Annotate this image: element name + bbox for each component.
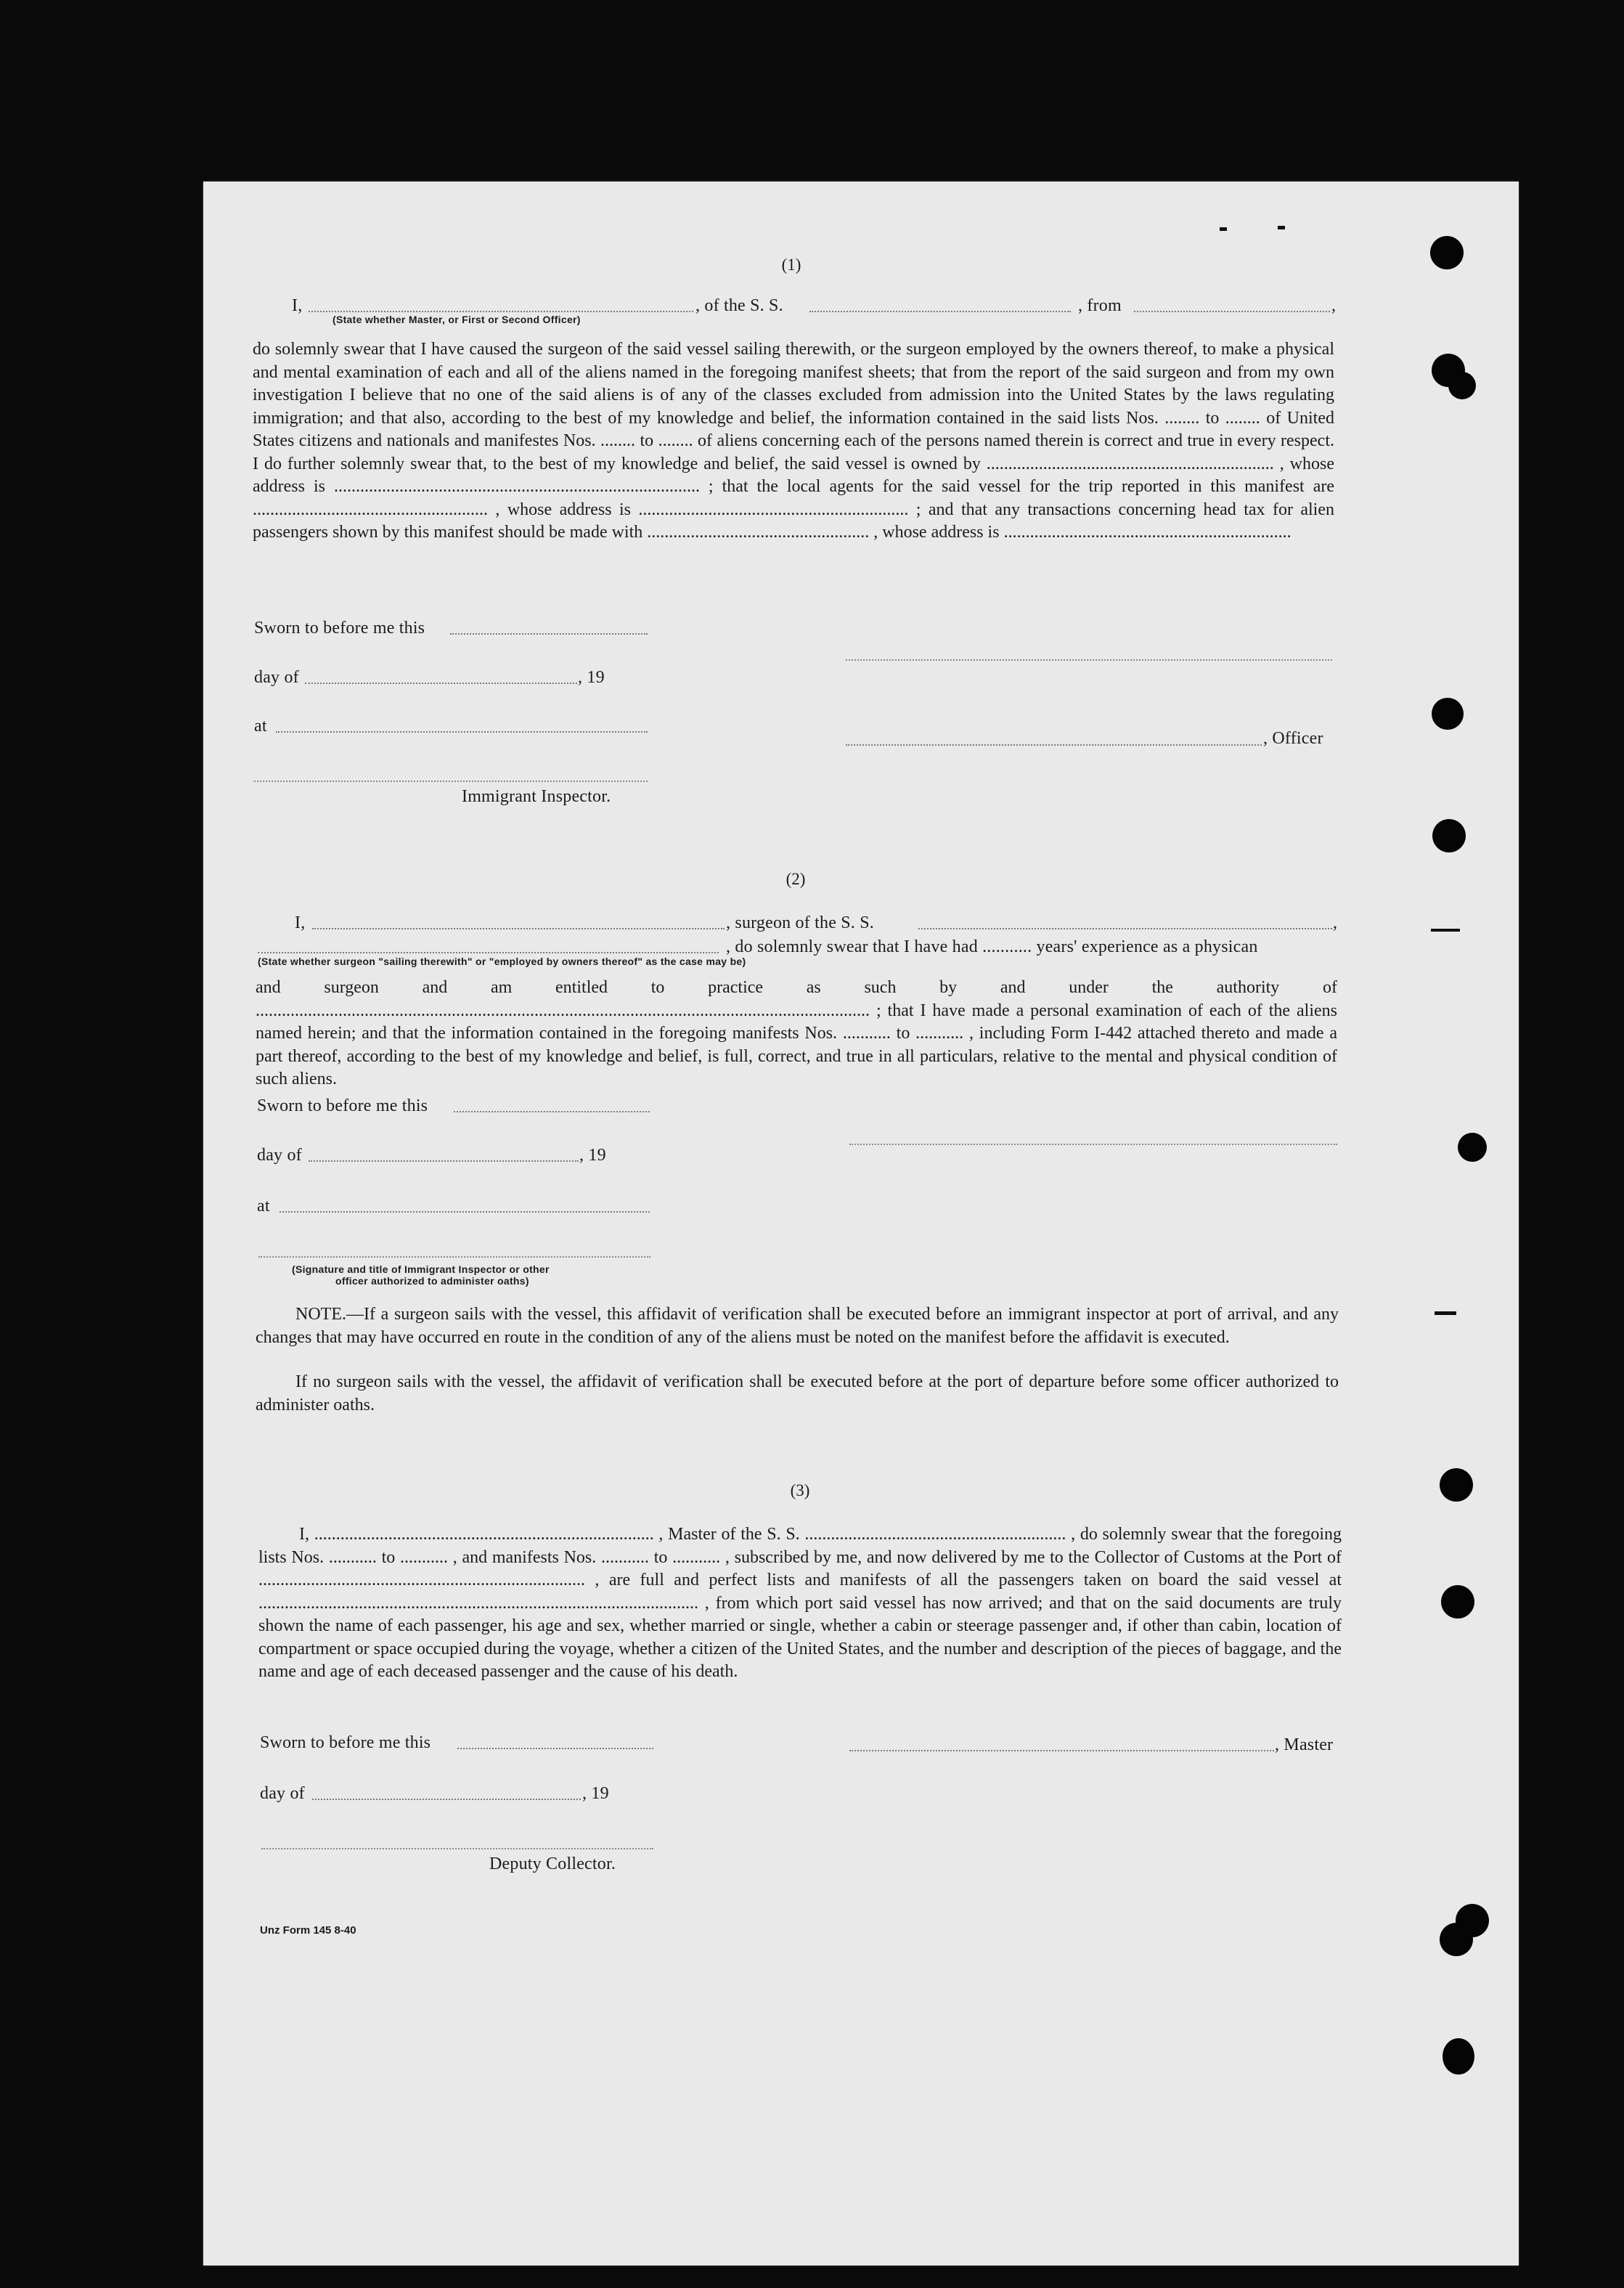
from-port-field[interactable] [1134,311,1330,312]
section-3-oath-paragraph: I, .............................................................................. , Master of the S. S. ............................................................ , do solemnly swear that the foregoing lists Nos. ........... to ........... , and manifests Nos. ........... to ........... , subscribed by me, and now delivered by me to the Collector of Customs at the Port of ........................................................................... , are full and perfect lists and manifests of all the passengers taken on board the said vessel at ..................................................................................................... , from which port said vessel has now arrived; and that on the said documents are truly shown the name of each passenger, his age and sex, whether married or single, whether a cabin or steerage passenger and, if other than cabin, location of compartment or space occupied during the voyage, whether a citizen of the United States, and the number and description of the pieces of baggage, and the name and age of each deceased passenger and the cause of his death. [258,1525,1342,1681]
section-2-day-of-label: day of [257,1146,302,1165]
master-signature-field[interactable] [849,1750,1274,1751]
trailing-comma: , [1331,296,1337,315]
vessel-name-field[interactable] [809,311,1071,312]
section-1-year-label: , 19 [578,668,605,687]
punch-hole [1458,1133,1487,1162]
master-label: , Master [1275,1735,1334,1754]
section-1-i: I, [292,296,303,315]
section-1-at-field[interactable] [276,731,648,733]
officer-signature-field[interactable] [846,744,1262,746]
deputy-signature-line[interactable] [261,1848,653,1849]
note-paragraph-1: NOTE.—If a surgeon sails with the vessel, this affidavit of verification shall be executed before an immigrant inspector at port of arrival, and any changes that may have occurred en route in the condition of any of the aliens must be noted on the manifest before the affidavit is executed. [256,1305,1339,1347]
section-1-signature-line[interactable] [846,659,1332,661]
scan-mark [1220,227,1227,231]
of-ss-label: , of the S. S. [695,296,783,315]
punch-hole [1430,236,1464,269]
section-1-number: (1) [781,256,801,274]
punch-hole [1432,819,1466,852]
punch-hole [1443,2038,1474,2075]
section-1-oath-paragraph: do solemnly swear that I have caused the surgeon of the said vessel sailing therewith, or the surgeon employed by the owners thereof, to make a physical and mental examination of each and all of the aliens named in the foregoing manifest sheets; that from the report of the said surgeon and from my own investigation I believe that no one of the said aliens is of any of the classes excluded from admission into the United States by the laws regulating immigration; and that also, according to the best of my knowledge and belief, the information contained in the said lists Nos. ........ to ........ of United States citizens and nationals and manifestes Nos. ........ to ........ of aliens concerning each of the persons named therein is correct and true in every respect. I do further solemnly swear that, to the best of my knowledge and belief, the said vessel is owned by .................................................................. , whose address is .................................................................................... ; that the local agents for the said vessel for the trip reported in this manifest are ...................................................... , whose address is .............................................................. ; and that any transactions concerning head tax for alien passengers shown by this manifest should be made with ................................................... , whose address is .................................................................. [253,340,1334,542]
signature-note-line-2: officer authorized to administer oaths) [335,1275,529,1287]
section-2-sworn-field[interactable] [454,1111,650,1112]
section-3-day-of-label: day of [260,1784,305,1803]
punch-hole [1448,372,1476,399]
officer-field[interactable] [309,311,693,312]
section-3-sworn-label: Sworn to before me this [260,1733,431,1752]
scan-mark [1435,1311,1456,1315]
section-2-day-field[interactable] [309,1160,579,1162]
signature-note-line-1: (Signature and title of Immigrant Inspector or other [292,1263,550,1275]
section-1-sworn-field[interactable] [450,633,648,635]
surgeon-of-label: , surgeon of the S. S. [726,913,874,932]
section-2-at-field[interactable] [279,1211,650,1213]
section-2-sworn-label: Sworn to before me this [257,1096,428,1115]
section-2-at-label: at [257,1197,270,1216]
swear-experience-text: , do solemnly swear that I have had ........... years' experience as a physican [726,937,1258,956]
section-1-day-of-label: day of [254,668,299,687]
section-2-oath-paragraph: and surgeon and am entitled to practice as such by and under the authority of ............................................................................................................................................. ; that I have made a personal examination of each of the aliens named herein; and that the information contained in the foregoing manifests Nos. ........... to ........... , including Form I-442 attached thereto and made a part thereof, according to the best of my knowledge and belief, is full, correct, and true in all particulars, relative to the mental and physical condition of such aliens. [256,978,1337,1088]
section-1-at-label: at [254,717,267,736]
section-2-number: (2) [786,870,806,888]
section-2-vessel-field[interactable] [918,928,1332,929]
section-3-year-label: , 19 [582,1784,609,1803]
officer-note: (State whether Master, or First or Second Officer) [332,314,581,325]
punch-hole [1441,1585,1474,1619]
section-3-sworn-field[interactable] [457,1748,653,1749]
inspector-title: Immigrant Inspector. [462,787,611,806]
section-1-day-field[interactable] [305,683,577,684]
surgeon-note: (State whether surgeon "sailing therewith" or "employed by owners thereof" as the case may be) [258,956,746,967]
scan-mark [1431,929,1460,932]
section-2-trailing-comma: , [1333,913,1338,932]
surgeon-signature-line[interactable] [849,1144,1337,1145]
deputy-collector-title: Deputy Collector. [489,1855,616,1873]
form-number: Unz Form 145 8-40 [260,1924,356,1937]
scan-mark [1278,226,1285,229]
from-label: , from [1078,296,1122,315]
punch-hole [1440,1923,1473,1956]
surgeon-name-field[interactable] [312,928,725,929]
section-2-inspector-line[interactable] [258,1256,650,1258]
section-1-sworn-label: Sworn to before me this [254,619,425,638]
punch-hole [1432,698,1464,730]
punch-hole [1440,1468,1473,1502]
section-3-day-field[interactable] [312,1799,581,1800]
surgeon-status-field[interactable] [258,952,719,953]
section-2-year-label: , 19 [579,1146,606,1165]
inspector-signature-line[interactable] [254,781,648,782]
note-paragraph-2: If no surgeon sails with the vessel, the affidavit of verification shall be executed before at the port of departure before some officer authorized to administer oaths. [256,1372,1339,1414]
section-3-number: (3) [790,1481,810,1499]
officer-label: , Officer [1263,729,1323,748]
section-2-i: I, [295,913,306,932]
